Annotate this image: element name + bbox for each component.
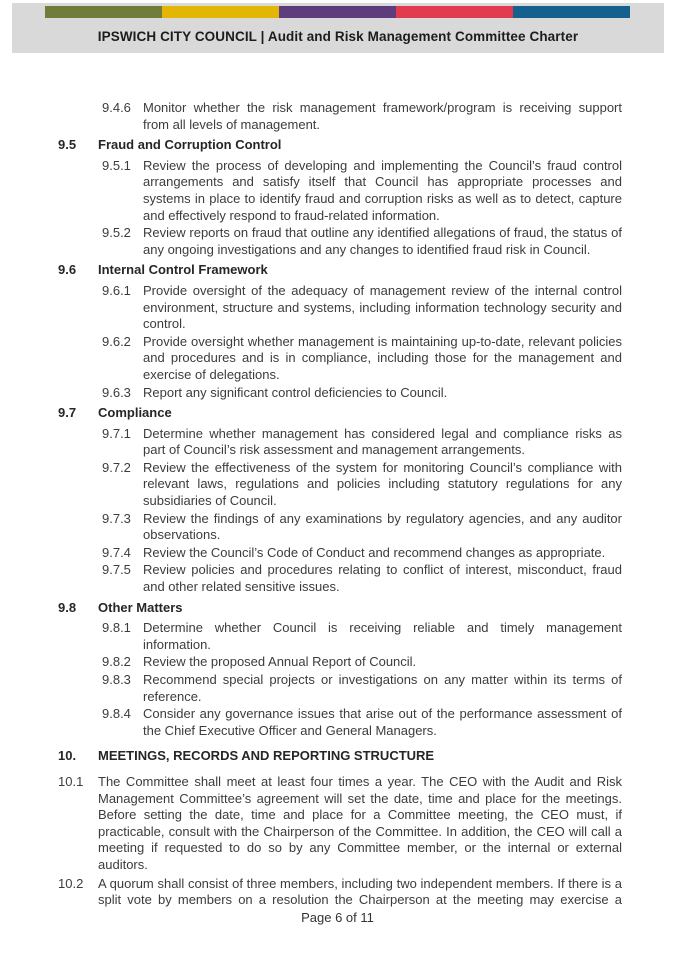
clause-text: Consider any governance issues that arise out of the performance assessment of the Chief Executive Officer and General Managers.	[143, 706, 622, 738]
clause-text: Fraud and Corruption Control	[98, 137, 282, 153]
clause-item	[0, 100, 675, 133]
clause-text: MEETINGS, RECORDS AND REPORTING STRUCTURE	[98, 748, 435, 764]
document-body	[0, 100, 675, 911]
clause-text: Other Matters	[98, 599, 183, 615]
clause-text: Provide oversight whether management is maintaining up-to-date, relevant policies and procedures and is in compliance, including those for the management and exercise of delegations.	[143, 333, 622, 382]
clause-number: 9.4.6	[102, 100, 131, 115]
clause-text: The Committee shall meet at least four times a year. The CEO with the Audit and Risk Management Committee’s agreement will set the date, time and place for the meetings. Before setting the date, time and place for a Committee meeting, the CEO must, if practicable, consult with the Chairperson of the Committee. In addition, the CEO will call a meeting if requested to do so by any Committee member, or the internal or external auditors.	[98, 773, 622, 872]
section-heading	[0, 137, 675, 154]
clause-number: 9.8.1	[102, 620, 131, 636]
clause-number: 10.1	[58, 773, 84, 789]
clause-item	[0, 562, 675, 595]
section-heading	[0, 405, 675, 422]
clause-item	[0, 511, 675, 544]
clause-item	[0, 385, 675, 402]
brand-color-stripe	[45, 6, 630, 18]
clause-item	[0, 654, 675, 671]
clause-item	[0, 620, 675, 653]
clause-text: Recommend special projects or investigations on any matter within its terms of reference.	[143, 672, 622, 704]
clause-text: Compliance	[98, 405, 172, 421]
clause-text: Review the effectiveness of the system for monitoring Council’s compliance with relevant laws, regulations and policies including statutory regulations for any subsidiaries of Council.	[143, 459, 622, 509]
clause-item	[0, 876, 675, 909]
clause-number: 9.5.1	[102, 157, 131, 173]
stripe-segment	[279, 6, 396, 18]
clause-number: 9.7.2	[102, 459, 131, 475]
clause-item	[0, 672, 675, 705]
clause-number: 9.7.1	[102, 425, 131, 441]
clause-number: 9.8.2	[102, 654, 131, 670]
clause-text: Internal Control Framework	[98, 262, 268, 278]
clause-item	[0, 283, 675, 333]
clause-number: 9.6.1	[102, 282, 131, 298]
clause-item	[0, 706, 675, 739]
section-heading	[0, 262, 675, 279]
clause-item	[0, 426, 675, 459]
clause-number: 9.6.2	[102, 333, 131, 349]
clause-text: Monitor whether the risk management framework/program is receiving support from all levels of management.	[143, 100, 622, 132]
clause-number: 9.5	[58, 137, 77, 153]
document-title: IPSWICH CITY COUNCIL | Audit and Risk Management Committee Charter	[97, 29, 579, 44]
clause-number: 10.2	[58, 875, 84, 891]
clause-number: 9.7.5	[102, 562, 131, 578]
stripe-segment	[513, 6, 630, 18]
clause-text: Report any significant control deficiencies to Council.	[143, 384, 448, 400]
clause-item	[0, 225, 675, 258]
clause-text: Review policies and procedures relating to conflict of interest, misconduct, fraud and other related sensitive issues.	[143, 562, 622, 595]
clause-number: 9.5.2	[102, 225, 131, 241]
document-header	[12, 3, 664, 53]
clause-text: Provide oversight of the adequacy of management review of the internal control environment, structure and systems, including information technology security and control.	[143, 282, 622, 332]
section-heading	[0, 600, 675, 617]
clause-text: A quorum shall consist of three members, including two independent members. If there is a split vote by members on a resolution the Chairperson at the meeting may exercise a	[98, 875, 622, 908]
clause-item	[0, 545, 675, 562]
stripe-segment	[396, 6, 513, 18]
clause-text: Review the proposed Annual Report of Council.	[143, 654, 417, 670]
stripe-segment	[45, 6, 162, 18]
clause-item	[0, 334, 675, 384]
section-heading	[0, 748, 675, 765]
clause-number: 9.6.3	[102, 384, 131, 400]
clause-text: Determine whether Council is receiving reliable and timely management information.	[143, 620, 622, 652]
clause-number: 9.8.3	[102, 672, 131, 687]
clause-text: Review the process of developing and implementing the Council’s fraud control arrangements and satisfy itself that Council has appropriate processes and systems in place to identify fraud and corruption risks as well as to detect, capture and effectively respond to fraud-related information.	[143, 157, 622, 223]
clause-item	[0, 774, 675, 874]
clause-number: 9.8	[58, 599, 77, 615]
page-number: Page 6 of 11	[301, 910, 374, 925]
clause-item	[0, 158, 675, 224]
clause-number: 9.7.3	[102, 510, 131, 526]
stripe-segment	[162, 6, 279, 18]
clause-text: Review the findings of any examinations by regulatory agencies, and any auditor observations.	[143, 510, 622, 543]
clause-number: 9.6	[58, 262, 77, 278]
clause-text: Review the Council’s Code of Conduct and recommend changes as appropriate.	[143, 544, 606, 560]
clause-number: 9.7	[58, 405, 77, 421]
clause-text: Review reports on fraud that outline any identified allegations of fraud, the status of any ongoing investigations and any changes to identified fraud risk in Council.	[143, 225, 622, 257]
clause-item	[0, 460, 675, 510]
clause-number: 9.7.4	[102, 544, 131, 560]
clause-number: 9.8.4	[102, 706, 131, 722]
clause-number: 10.	[58, 748, 77, 764]
clause-text: Determine whether management has considered legal and compliance risks as part of Council’s risk assessment and management arrangements.	[143, 425, 622, 458]
